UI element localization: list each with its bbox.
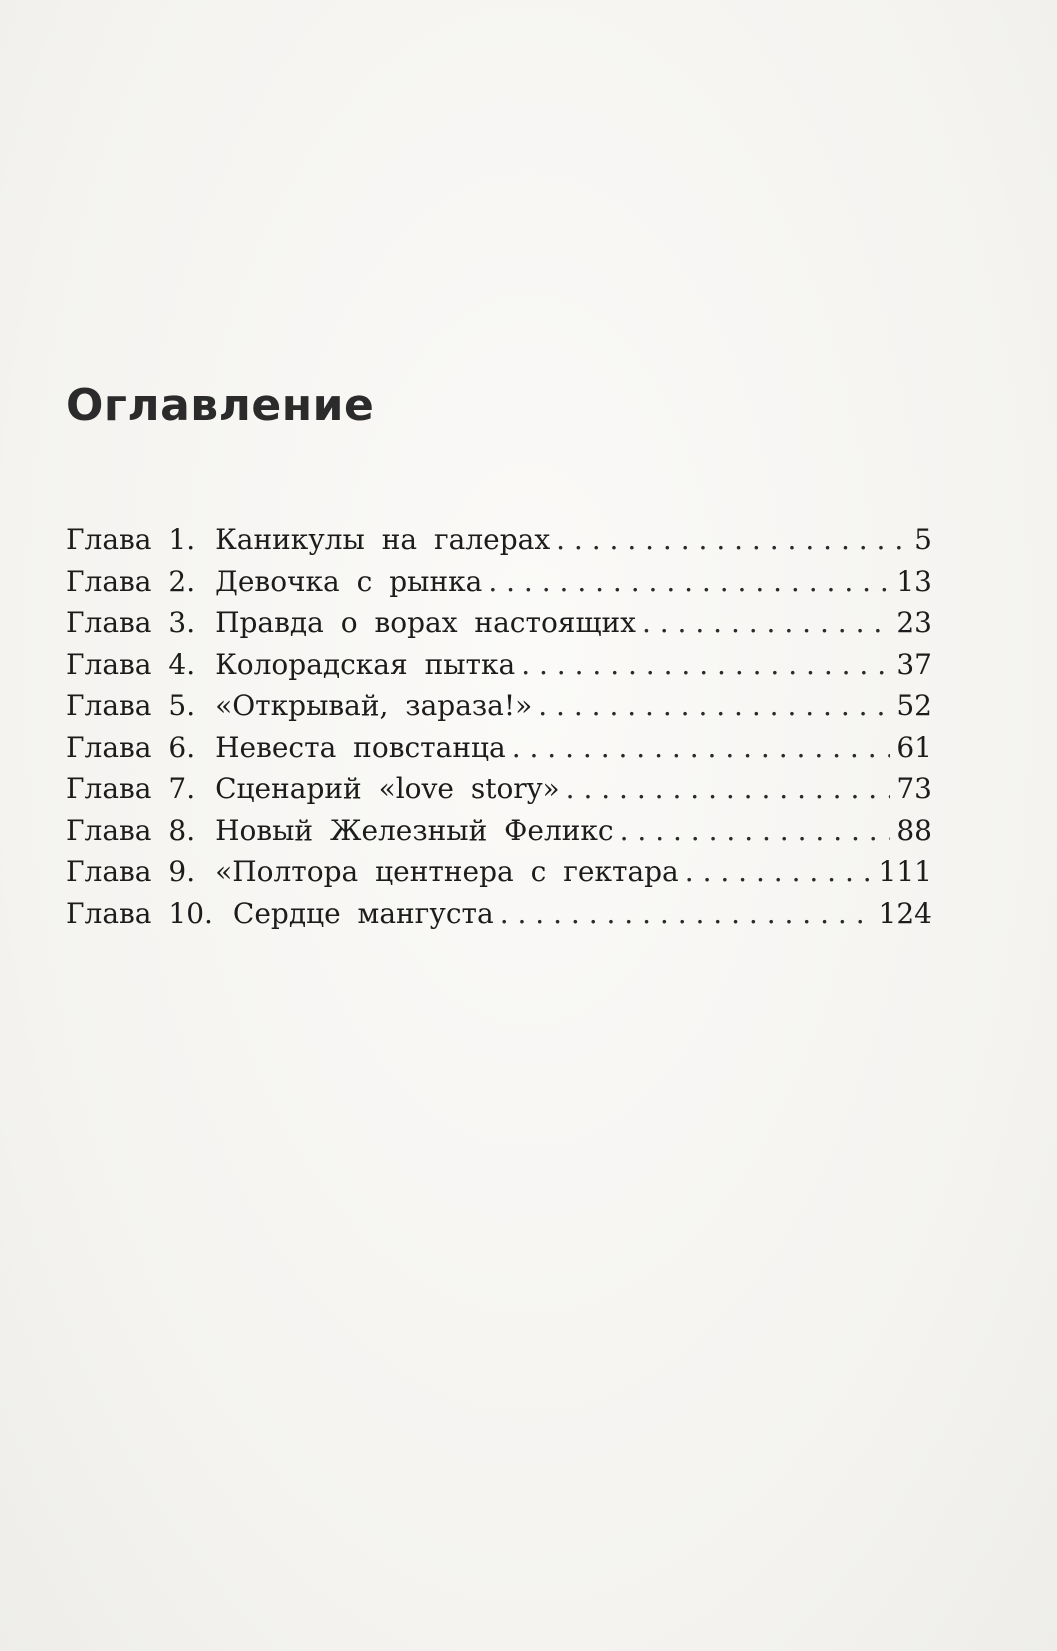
chapter-title: Новый Железный Феликс — [215, 813, 614, 847]
chapter-label: Глава 5. — [66, 689, 196, 722]
chapter-label: Глава 4. — [66, 647, 196, 681]
toc-entry-2 — [66, 565, 932, 607]
dot-leader — [685, 855, 873, 888]
page-number: 13 — [896, 564, 932, 598]
toc-entry-3 — [66, 606, 932, 648]
chapter-label: Глава 3. — [66, 606, 196, 639]
chapter-label: Глава 9. — [66, 855, 196, 888]
dot-leader — [512, 731, 891, 764]
contents-heading: Оглавление — [66, 380, 375, 431]
chapter-title: «Полтора центнера с гектара — [215, 855, 679, 888]
chapter-label: Глава 6. — [66, 730, 196, 764]
page-number: 52 — [896, 689, 932, 722]
dot-leader — [521, 648, 890, 681]
page-number: 23 — [896, 606, 932, 639]
chapter-title: «Открывай, зараза!» — [215, 689, 533, 722]
chapter-label: Глава 7. — [66, 772, 196, 805]
toc-entry-8 — [66, 814, 932, 856]
dot-leader — [566, 772, 891, 805]
chapter-title: Сценарий «love story» — [215, 772, 560, 805]
page-number: 37 — [896, 647, 932, 681]
toc-entry-7 — [66, 772, 932, 814]
toc-entry-9 — [66, 855, 932, 897]
page-number: 111 — [878, 855, 932, 888]
chapter-title: Правда о ворах настоящих — [215, 606, 636, 639]
dot-leader — [538, 689, 890, 722]
chapter-title: Девочка с рынка — [215, 564, 483, 598]
chapter-label: Глава 1. — [66, 523, 196, 556]
dot-leader — [642, 606, 890, 639]
toc-entry-1 — [66, 523, 932, 565]
dot-leader — [556, 523, 908, 556]
chapter-label: Глава 2. — [66, 564, 196, 598]
chapter-title: Колорадская пытка — [215, 647, 516, 681]
page-number: 73 — [896, 772, 932, 805]
chapter-title: Сердце мангуста — [232, 896, 494, 930]
chapter-label: Глава 10. — [66, 896, 213, 930]
chapter-title: Невеста повстанца — [215, 730, 506, 764]
chapter-title: Каникулы на галерах — [215, 523, 551, 556]
page-number: 61 — [896, 730, 932, 764]
toc-entry-5 — [66, 689, 932, 731]
page-number: 5 — [914, 523, 932, 556]
toc-entry-4 — [66, 648, 932, 690]
page-number: 124 — [878, 896, 932, 930]
page-number: 88 — [896, 813, 932, 847]
dot-leader — [500, 897, 873, 930]
chapter-label: Глава 8. — [66, 813, 196, 847]
toc-entry-6 — [66, 731, 932, 773]
toc-entry-10 — [66, 897, 932, 939]
table-of-contents — [66, 523, 932, 938]
dot-leader — [620, 814, 891, 847]
dot-leader — [488, 565, 890, 598]
